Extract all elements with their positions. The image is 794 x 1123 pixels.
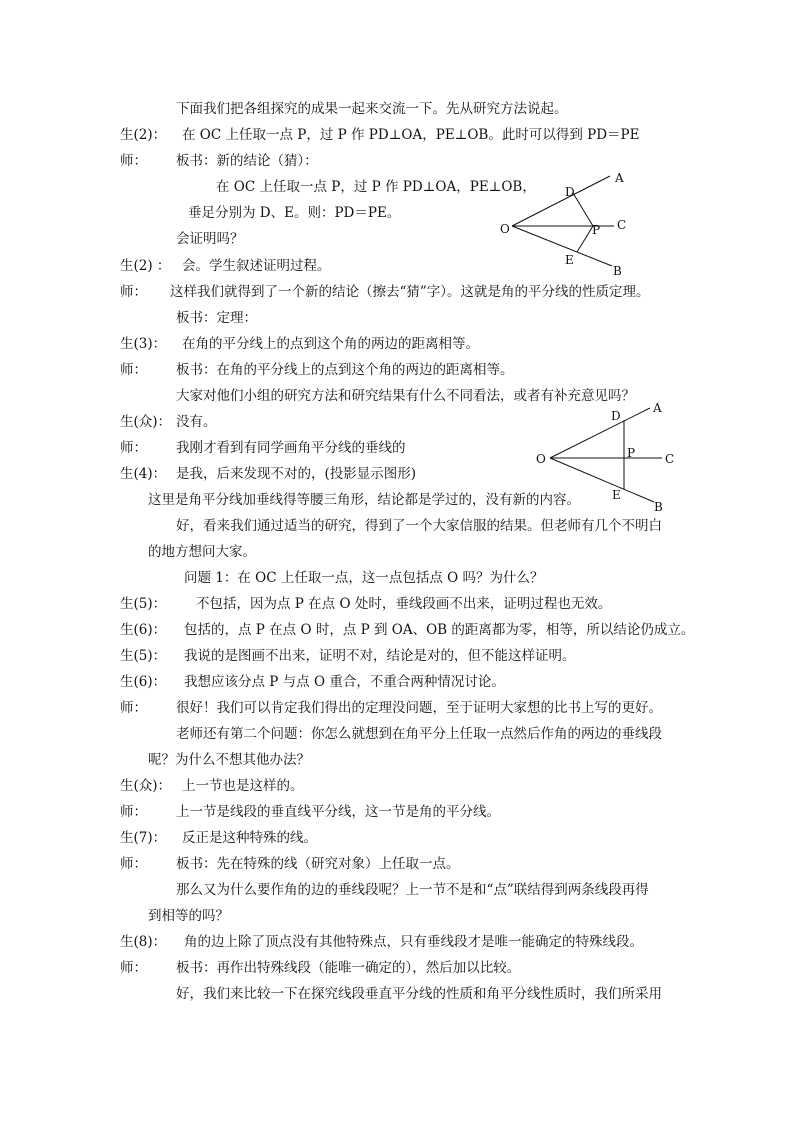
label-e: E	[612, 488, 621, 502]
ray-oa	[512, 176, 610, 226]
label-e: E	[565, 253, 574, 267]
text-line: 下面我们把各组探究的成果一起来交流一下。先从研究方法说起。	[176, 101, 568, 117]
speaker-label: 生(5)：	[120, 648, 167, 664]
speaker-label: 生(2)：	[120, 127, 167, 143]
dialogue-line	[120, 594, 611, 614]
utterance: 包括的，点 P 在点 O 时，点 P 到 OA、OB 的距离都为零，相等，所以结论仍成立。	[184, 622, 695, 638]
dialogue-line	[120, 438, 406, 458]
dialogue-line	[120, 802, 500, 822]
label-c: C	[665, 452, 675, 466]
speaker-label: 师：	[120, 284, 147, 300]
text-line: 到相等的吗？	[148, 908, 229, 924]
utterance: 板书：再作出特殊线段（能唯一确定的），然后加以比较。	[176, 960, 521, 976]
speaker-label: 生(6)：	[120, 622, 167, 638]
speaker-label: 生(4)：	[120, 466, 167, 482]
utterance: 上一节是线段的垂直线平分线，这一节是角的平分线。	[176, 804, 500, 820]
dialogue-line	[120, 282, 650, 302]
utterance: 不包括，因为点 P 在点 O 处时，垂线段画不出来，证明过程也无效。	[196, 596, 612, 612]
label-c: C	[617, 218, 627, 232]
utterance: 在 OC 上任取一点 P，过 P 作 PD⊥OA，PE⊥OB。此时可以得到 PD＝PE	[182, 127, 640, 143]
label-a: A	[653, 401, 662, 415]
speaker-label: 生(众)：	[120, 414, 172, 430]
dialogue-line	[120, 151, 318, 171]
text-line: 板书：定理：	[176, 310, 257, 326]
speaker-label: 生(3)：	[120, 336, 167, 352]
dialogue-line	[120, 932, 643, 952]
text-line: 会证明吗？	[176, 231, 244, 247]
speaker-label: 师：	[120, 362, 147, 378]
utterance: 很好！我们可以肯定我们得出的定理没问题，至于证明大家想的比书上写的更好。	[176, 700, 662, 716]
speaker-label: 生(8)：	[120, 934, 167, 950]
dialogue-line	[120, 360, 514, 380]
dialogue-line	[120, 776, 304, 796]
speaker-label: 生(7)：	[120, 830, 167, 846]
dialogue-line	[120, 464, 416, 484]
label-o: O	[536, 452, 546, 466]
label-d: D	[611, 409, 621, 423]
speaker-label: 生(众)：	[120, 778, 172, 794]
dialogue-line	[120, 412, 217, 432]
utterance: 我想应该分点 P 与点 O 重合，不重合两种情况讨论。	[184, 674, 505, 690]
dialogue-line	[120, 958, 520, 978]
utterance: 这样我们就得到了一个新的结论（擦去“猜”字）。这就是角的平分线的性质定理。	[170, 284, 650, 300]
speaker-label: 师：	[120, 960, 147, 976]
label-b: B	[613, 264, 622, 278]
speaker-label: 生(6)：	[120, 674, 167, 690]
text-line: 的地方想问大家。	[148, 544, 256, 560]
utterance: 板书：在角的平分线上的点到这个角的两边的距离相等。	[176, 362, 514, 378]
dialogue-line	[120, 698, 662, 718]
utterance: 反正是这种特殊的线。	[182, 830, 317, 846]
label-d: D	[565, 185, 575, 199]
utterance: 是我，后来发现不对的，(投影显示图形)	[176, 466, 417, 482]
dialogue-line	[120, 125, 640, 145]
text-line: 垂足分别为 D、E。则：PD＝PE。	[188, 205, 401, 221]
text-line: 这里是角平分线加垂线得等腰三角形，结论都是学过的，没有新的内容。	[148, 492, 580, 508]
utterance: 角的边上除了顶点没有其他特殊点，只有垂线段才是唯一能确定的特殊线段。	[184, 934, 643, 950]
utterance: 在角的平分线上的点到这个角的两边的距离相等。	[182, 336, 479, 352]
label-o: O	[500, 222, 510, 236]
dialogue-line	[120, 828, 317, 848]
speaker-label: 生(2) ：	[120, 258, 171, 274]
segment-pd	[573, 193, 593, 226]
dialogue-line	[120, 256, 331, 276]
utterance: 没有。	[176, 414, 217, 430]
utterance: 板书：先在特殊的线（研究对象）上任取一点。	[176, 856, 460, 872]
utterance: 我刚才看到有同学画角平分线的垂线的	[176, 440, 406, 456]
text-line: 大家对他们小组的研究方法和研究结果有什么不同看法，或者有补充意见吗？	[176, 388, 635, 404]
dialogue-line	[120, 334, 479, 354]
utterance: 会。学生叙述证明过程。	[182, 258, 331, 274]
text-line: 在 OC 上任取一点 P，过 P 作 PD⊥OA，PE⊥OB，	[216, 179, 536, 195]
utterance: 板书：新的结论（猜）：	[176, 153, 318, 169]
speaker-label: 师：	[120, 700, 147, 716]
dialogue-line	[120, 646, 576, 666]
speaker-label: 师：	[120, 153, 147, 169]
text-line: 好，我们来比较一下在探究线段垂直平分线的性质和角平分线性质时，我们所采用	[176, 986, 662, 1002]
speaker-label: 师：	[120, 856, 147, 872]
label-b: B	[654, 500, 663, 514]
angle-bisector-figure-1	[494, 168, 644, 280]
utterance: 上一节也是这样的。	[182, 778, 304, 794]
dialogue-line	[120, 672, 505, 692]
dialogue-line	[120, 620, 694, 640]
label-a: A	[615, 171, 624, 185]
text-line: 好，看来我们通过适当的研究，得到了一个大家信服的结果。但老师有几个不明白	[176, 518, 662, 534]
label-p: P	[627, 446, 636, 460]
speaker-label: 生(5)：	[120, 596, 167, 612]
text-line: 问题 1：在 OC 上任取一点，这一点包括点 O 吗？为什么？	[184, 570, 544, 586]
segment-pe	[577, 226, 593, 252]
label-p: P	[592, 223, 601, 237]
text-line: 老师还有第二个问题：你怎么就想到在角平分上任取一点然后作角的两边的垂线段	[176, 726, 662, 742]
speaker-label: 师：	[120, 440, 147, 456]
utterance: 我说的是图画不出来，证明不对，结论是对的，但不能这样证明。	[184, 648, 576, 664]
ray-ob	[550, 458, 654, 502]
dialogue-line	[120, 854, 460, 874]
text-line: 那么又为什么要作角的边的垂线段呢？上一节不是和“点”联结得到两条线段再得	[176, 882, 649, 898]
speaker-label: 师：	[120, 804, 147, 820]
angle-bisector-figure-2	[528, 398, 680, 516]
text-line: 呢？为什么不想其他办法？	[148, 752, 310, 768]
